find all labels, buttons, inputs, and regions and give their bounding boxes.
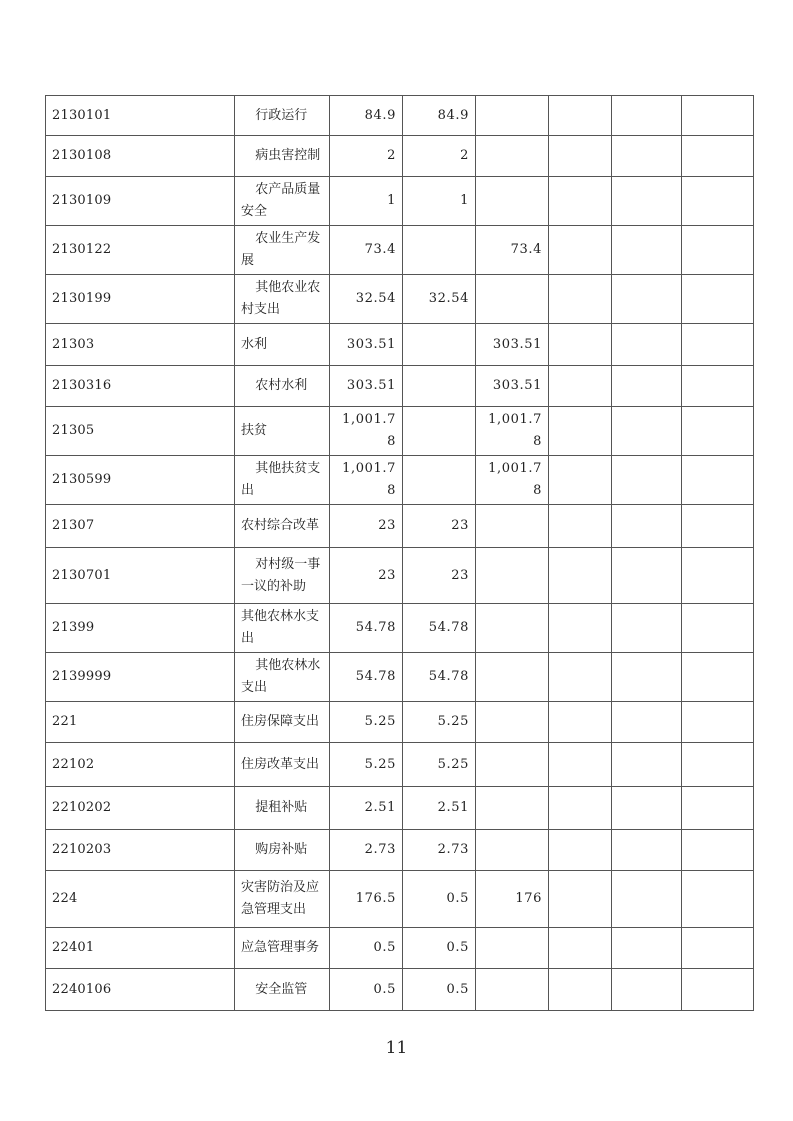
subject-name-cell: 其他农业农村支出	[235, 275, 330, 324]
subject-code-cell: 2130108	[46, 136, 235, 177]
total-amount-cell: 73.4	[330, 226, 403, 275]
subject-name-cell: 其他农林水支出	[235, 604, 330, 653]
basic-expenditure-cell: 54.78	[403, 604, 476, 653]
empty-cell	[612, 702, 682, 743]
empty-cell	[612, 969, 682, 1011]
subject-code-cell: 2240106	[46, 969, 235, 1011]
empty-cell	[682, 871, 754, 928]
empty-cell	[682, 324, 754, 366]
total-amount-cell: 32.54	[330, 275, 403, 324]
basic-expenditure-cell	[403, 226, 476, 275]
project-expenditure-cell	[476, 96, 549, 136]
empty-cell	[612, 871, 682, 928]
table-row	[46, 969, 754, 1011]
subject-code-cell: 2130101	[46, 96, 235, 136]
subject-code-cell: 2139999	[46, 653, 235, 702]
empty-cell	[682, 456, 754, 505]
table-row	[46, 177, 754, 226]
table-row	[46, 604, 754, 653]
table-row	[46, 456, 754, 505]
project-expenditure-cell: 1,001.78	[476, 407, 549, 456]
empty-cell	[549, 743, 612, 787]
total-amount-cell: 1,001.78	[330, 407, 403, 456]
project-expenditure-cell: 303.51	[476, 366, 549, 407]
subject-name-cell: 农村综合改革	[235, 505, 330, 548]
project-expenditure-cell	[476, 653, 549, 702]
subject-code-cell: 21307	[46, 505, 235, 548]
table-row	[46, 505, 754, 548]
subject-name-cell: 其他扶贫支出	[235, 456, 330, 505]
subject-code-cell: 221	[46, 702, 235, 743]
subject-name-cell: 其他农林水支出	[235, 653, 330, 702]
subject-name-cell: 农产品质量安全	[235, 177, 330, 226]
basic-expenditure-cell: 84.9	[403, 96, 476, 136]
empty-cell	[612, 177, 682, 226]
empty-cell	[612, 604, 682, 653]
subject-code-cell: 2130599	[46, 456, 235, 505]
empty-cell	[612, 653, 682, 702]
project-expenditure-cell	[476, 548, 549, 604]
empty-cell	[612, 548, 682, 604]
subject-code-cell: 21399	[46, 604, 235, 653]
empty-cell	[612, 96, 682, 136]
total-amount-cell: 303.51	[330, 366, 403, 407]
total-amount-cell: 1	[330, 177, 403, 226]
subject-name-cell: 扶贫	[235, 407, 330, 456]
empty-cell	[612, 324, 682, 366]
basic-expenditure-cell: 2	[403, 136, 476, 177]
subject-code-cell: 2210203	[46, 830, 235, 871]
total-amount-cell: 5.25	[330, 743, 403, 787]
empty-cell	[549, 653, 612, 702]
total-amount-cell: 303.51	[330, 324, 403, 366]
project-expenditure-cell: 1,001.78	[476, 456, 549, 505]
table-row	[46, 366, 754, 407]
subject-code-cell: 21303	[46, 324, 235, 366]
basic-expenditure-cell: 0.5	[403, 969, 476, 1011]
total-amount-cell: 54.78	[330, 604, 403, 653]
table-row	[46, 548, 754, 604]
project-expenditure-cell: 73.4	[476, 226, 549, 275]
project-expenditure-cell	[476, 830, 549, 871]
empty-cell	[549, 787, 612, 830]
total-amount-cell: 2	[330, 136, 403, 177]
table-row	[46, 136, 754, 177]
empty-cell	[549, 226, 612, 275]
subject-code-cell: 22401	[46, 928, 235, 969]
subject-code-cell: 21305	[46, 407, 235, 456]
project-expenditure-cell	[476, 177, 549, 226]
project-expenditure-cell	[476, 136, 549, 177]
table-row	[46, 743, 754, 787]
basic-expenditure-cell: 0.5	[403, 928, 476, 969]
total-amount-cell: 2.51	[330, 787, 403, 830]
empty-cell	[682, 928, 754, 969]
empty-cell	[549, 604, 612, 653]
subject-code-cell: 2130199	[46, 275, 235, 324]
empty-cell	[682, 177, 754, 226]
project-expenditure-cell	[476, 787, 549, 830]
subject-code-cell: 22102	[46, 743, 235, 787]
basic-expenditure-cell: 23	[403, 505, 476, 548]
table-row	[46, 275, 754, 324]
basic-expenditure-cell: 5.25	[403, 702, 476, 743]
project-expenditure-cell	[476, 505, 549, 548]
table-row	[46, 871, 754, 928]
budget-table	[45, 95, 754, 1011]
table-row	[46, 226, 754, 275]
basic-expenditure-cell	[403, 324, 476, 366]
subject-code-cell: 2130701	[46, 548, 235, 604]
table-row	[46, 407, 754, 456]
page-number: 11	[385, 1038, 408, 1058]
table-row	[46, 928, 754, 969]
empty-cell	[612, 830, 682, 871]
total-amount-cell: 2.73	[330, 830, 403, 871]
basic-expenditure-cell: 2.73	[403, 830, 476, 871]
basic-expenditure-cell: 32.54	[403, 275, 476, 324]
empty-cell	[612, 743, 682, 787]
empty-cell	[549, 177, 612, 226]
total-amount-cell: 0.5	[330, 928, 403, 969]
basic-expenditure-cell: 5.25	[403, 743, 476, 787]
empty-cell	[549, 702, 612, 743]
subject-name-cell: 农业生产发展	[235, 226, 330, 275]
empty-cell	[549, 407, 612, 456]
subject-code-cell: 224	[46, 871, 235, 928]
empty-cell	[612, 456, 682, 505]
empty-cell	[612, 275, 682, 324]
empty-cell	[682, 505, 754, 548]
basic-expenditure-cell	[403, 456, 476, 505]
project-expenditure-cell	[476, 928, 549, 969]
total-amount-cell: 0.5	[330, 969, 403, 1011]
total-amount-cell: 23	[330, 505, 403, 548]
project-expenditure-cell: 303.51	[476, 324, 549, 366]
subject-name-cell: 提租补贴	[235, 787, 330, 830]
subject-name-cell: 购房补贴	[235, 830, 330, 871]
subject-name-cell: 安全监管	[235, 969, 330, 1011]
basic-expenditure-cell: 1	[403, 177, 476, 226]
empty-cell	[682, 366, 754, 407]
table-row	[46, 830, 754, 871]
empty-cell	[682, 787, 754, 830]
empty-cell	[612, 136, 682, 177]
empty-cell	[682, 275, 754, 324]
basic-expenditure-cell	[403, 407, 476, 456]
empty-cell	[682, 226, 754, 275]
empty-cell	[682, 136, 754, 177]
empty-cell	[549, 928, 612, 969]
empty-cell	[612, 366, 682, 407]
subject-name-cell: 病虫害控制	[235, 136, 330, 177]
empty-cell	[682, 604, 754, 653]
subject-name-cell: 灾害防治及应急管理支出	[235, 871, 330, 928]
empty-cell	[682, 743, 754, 787]
empty-cell	[549, 96, 612, 136]
subject-code-cell: 2130316	[46, 366, 235, 407]
total-amount-cell: 5.25	[330, 702, 403, 743]
subject-name-cell: 住房保障支出	[235, 702, 330, 743]
empty-cell	[682, 407, 754, 456]
empty-cell	[682, 830, 754, 871]
empty-cell	[612, 505, 682, 548]
project-expenditure-cell: 176	[476, 871, 549, 928]
empty-cell	[549, 366, 612, 407]
subject-name-cell: 对村级一事一议的补助	[235, 548, 330, 604]
empty-cell	[549, 871, 612, 928]
empty-cell	[549, 548, 612, 604]
total-amount-cell: 84.9	[330, 96, 403, 136]
subject-name-cell: 农村水利	[235, 366, 330, 407]
table-row	[46, 96, 754, 136]
table-row	[46, 702, 754, 743]
total-amount-cell: 23	[330, 548, 403, 604]
project-expenditure-cell	[476, 604, 549, 653]
empty-cell	[549, 136, 612, 177]
empty-cell	[549, 969, 612, 1011]
empty-cell	[549, 275, 612, 324]
empty-cell	[612, 787, 682, 830]
subject-name-cell: 行政运行	[235, 96, 330, 136]
total-amount-cell: 1,001.78	[330, 456, 403, 505]
empty-cell	[612, 226, 682, 275]
subject-name-cell: 住房改革支出	[235, 743, 330, 787]
basic-expenditure-cell: 2.51	[403, 787, 476, 830]
empty-cell	[682, 702, 754, 743]
empty-cell	[682, 969, 754, 1011]
empty-cell	[549, 324, 612, 366]
subject-name-cell: 应急管理事务	[235, 928, 330, 969]
empty-cell	[682, 96, 754, 136]
budget-table-body	[46, 96, 754, 1011]
table-row	[46, 787, 754, 830]
subject-code-cell: 2130109	[46, 177, 235, 226]
table-row	[46, 653, 754, 702]
project-expenditure-cell	[476, 969, 549, 1011]
empty-cell	[612, 407, 682, 456]
empty-cell	[612, 928, 682, 969]
empty-cell	[549, 505, 612, 548]
subject-code-cell: 2130122	[46, 226, 235, 275]
table-row	[46, 324, 754, 366]
empty-cell	[682, 548, 754, 604]
basic-expenditure-cell	[403, 366, 476, 407]
project-expenditure-cell	[476, 702, 549, 743]
empty-cell	[682, 653, 754, 702]
empty-cell	[549, 456, 612, 505]
empty-cell	[549, 830, 612, 871]
basic-expenditure-cell: 0.5	[403, 871, 476, 928]
project-expenditure-cell	[476, 743, 549, 787]
project-expenditure-cell	[476, 275, 549, 324]
subject-name-cell: 水利	[235, 324, 330, 366]
total-amount-cell: 176.5	[330, 871, 403, 928]
subject-code-cell: 2210202	[46, 787, 235, 830]
basic-expenditure-cell: 54.78	[403, 653, 476, 702]
basic-expenditure-cell: 23	[403, 548, 476, 604]
total-amount-cell: 54.78	[330, 653, 403, 702]
